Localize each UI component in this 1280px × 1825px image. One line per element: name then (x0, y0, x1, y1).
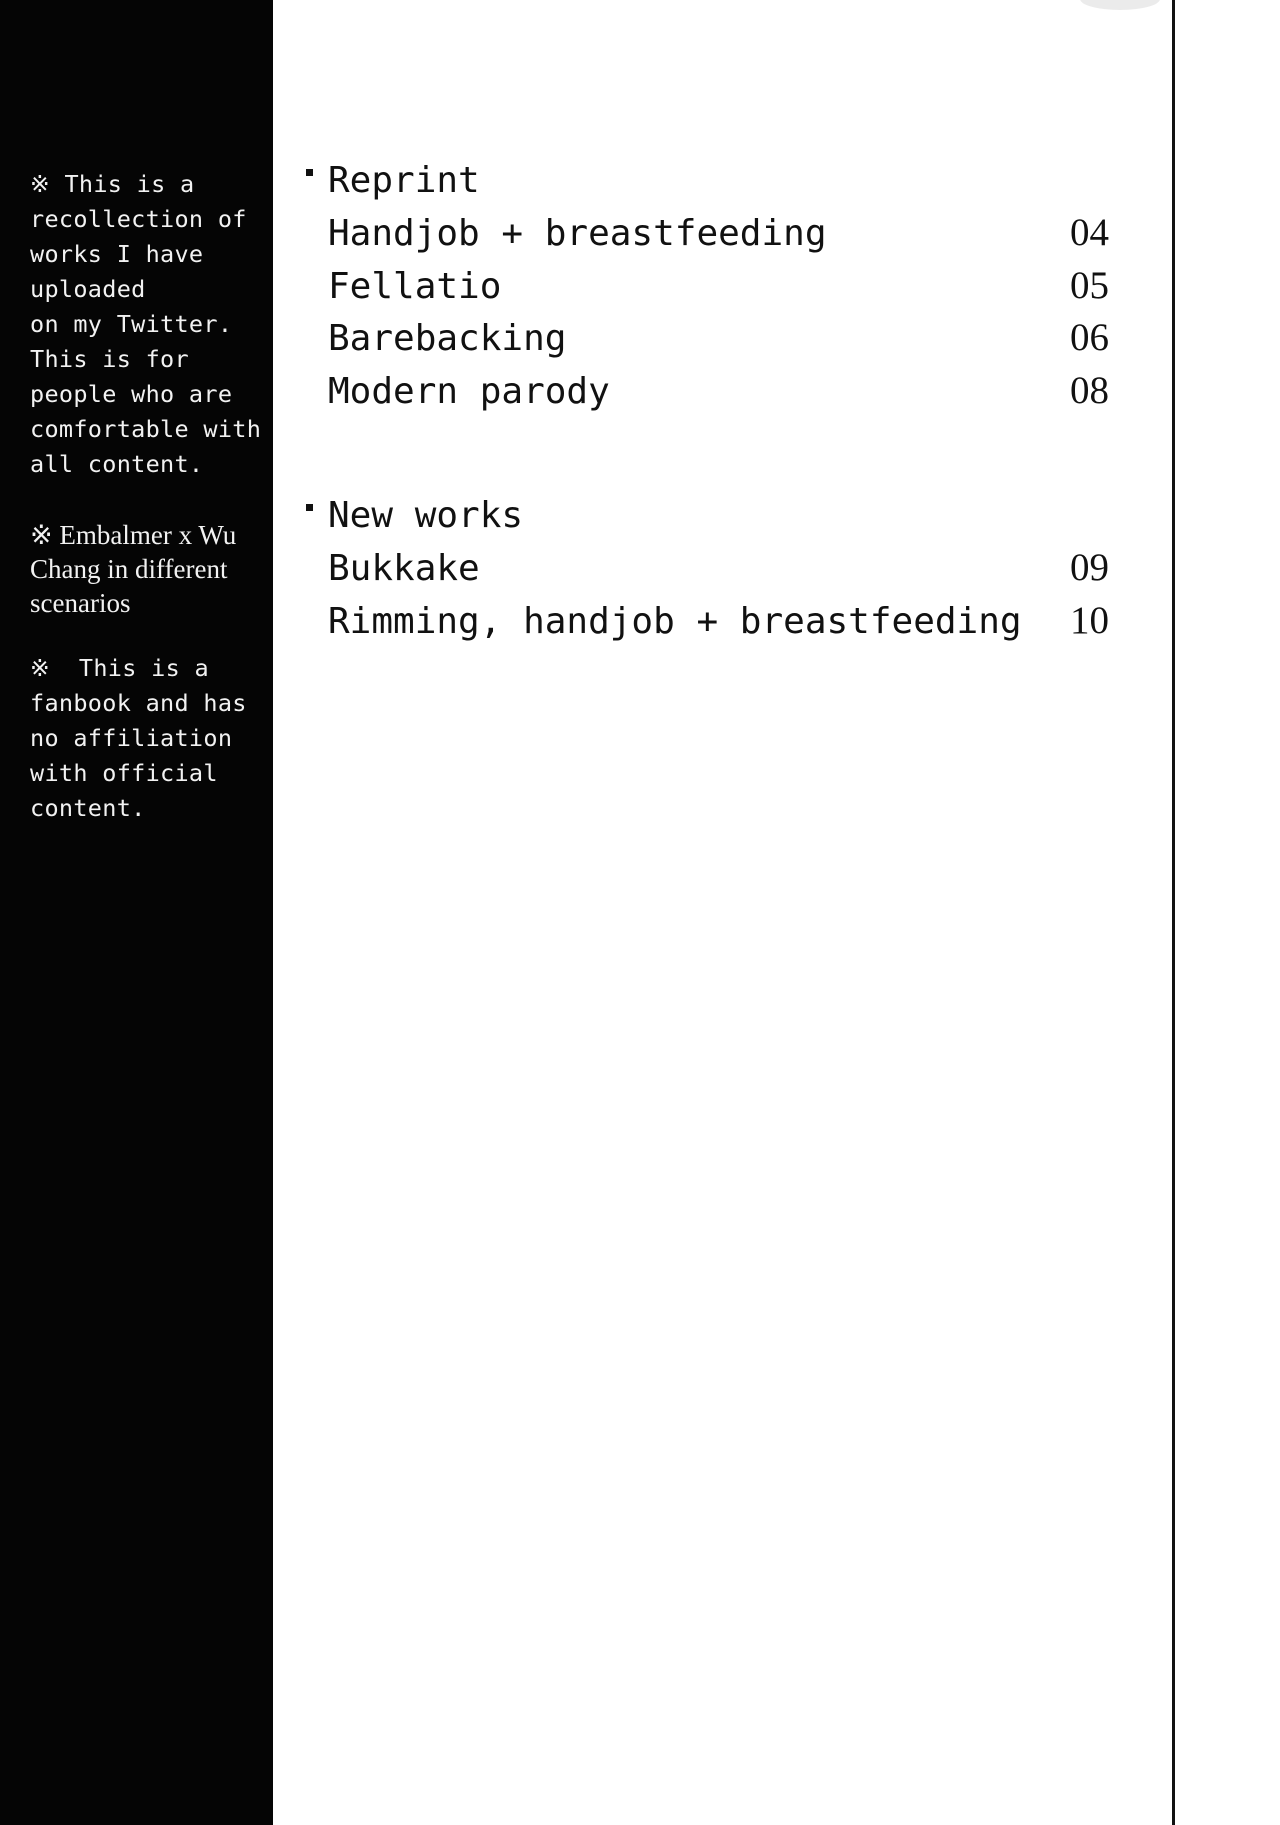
note-line: with official (30, 759, 218, 787)
toc-entry-page: 10 (1070, 598, 1109, 642)
toc-entry-page: 09 (1070, 546, 1109, 589)
page-edge-rule (1172, 0, 1175, 1825)
note-line: all content. (30, 450, 204, 478)
toc-entry-title: Handjob + breastfeeding (328, 213, 827, 254)
note-line: ※ This is a (30, 170, 195, 198)
note-line: ※ Embalmer x Wu (30, 520, 237, 550)
square-bullet-icon (306, 504, 313, 511)
toc-entry-title: Bukkake (328, 548, 480, 589)
note-line: uploaded (30, 275, 146, 303)
square-bullet-icon (306, 169, 313, 176)
toc-entry-page: 04 (1070, 211, 1109, 254)
toc-entry-title: Modern parody (328, 370, 610, 412)
toc-entry-title: Barebacking (328, 318, 567, 359)
toc-entry (300, 595, 1130, 648)
note-line: on my Twitter. (30, 310, 233, 338)
note-line: fanbook and has (30, 689, 247, 717)
toc-entry (300, 365, 1130, 418)
note-line: comfortable with (30, 415, 262, 443)
toc-entry-title: Rimming, handjob + breastfeeding (328, 600, 1022, 642)
section-heading (300, 155, 1130, 207)
note-line: people who are (30, 380, 233, 408)
note-line: scenarios (30, 588, 131, 618)
disclaimer-note-twitter (30, 167, 270, 482)
toc-entry-title: Fellatio (328, 265, 502, 307)
toc-entry-page: 06 (1070, 316, 1109, 359)
toc-section-new-works (300, 490, 1130, 647)
scan-smudge (1080, 0, 1160, 10)
note-line: This is for (30, 345, 189, 373)
disclaimer-note-fanbook (30, 651, 270, 826)
section-heading-text: Reprint (328, 160, 480, 201)
toc-entry (300, 542, 1130, 595)
toc-entry (300, 260, 1130, 313)
toc-entry (300, 207, 1130, 260)
note-line: works I have (30, 240, 204, 268)
disclaimer-note-pairing (30, 518, 270, 620)
disclaimer-sidebar (0, 0, 273, 1825)
note-line: content. (30, 794, 146, 822)
section-heading-text: New works (328, 495, 524, 536)
note-line: recollection of (30, 205, 247, 233)
toc-entry-page: 08 (1070, 368, 1109, 412)
toc-section-reprint (300, 155, 1130, 417)
note-line: no affiliation (30, 724, 233, 752)
toc-entry (300, 312, 1130, 365)
toc-entry-page: 05 (1070, 263, 1109, 307)
note-line: Chang in different (30, 554, 228, 584)
section-heading (300, 490, 1130, 542)
note-line: ※ This is a (30, 654, 209, 682)
